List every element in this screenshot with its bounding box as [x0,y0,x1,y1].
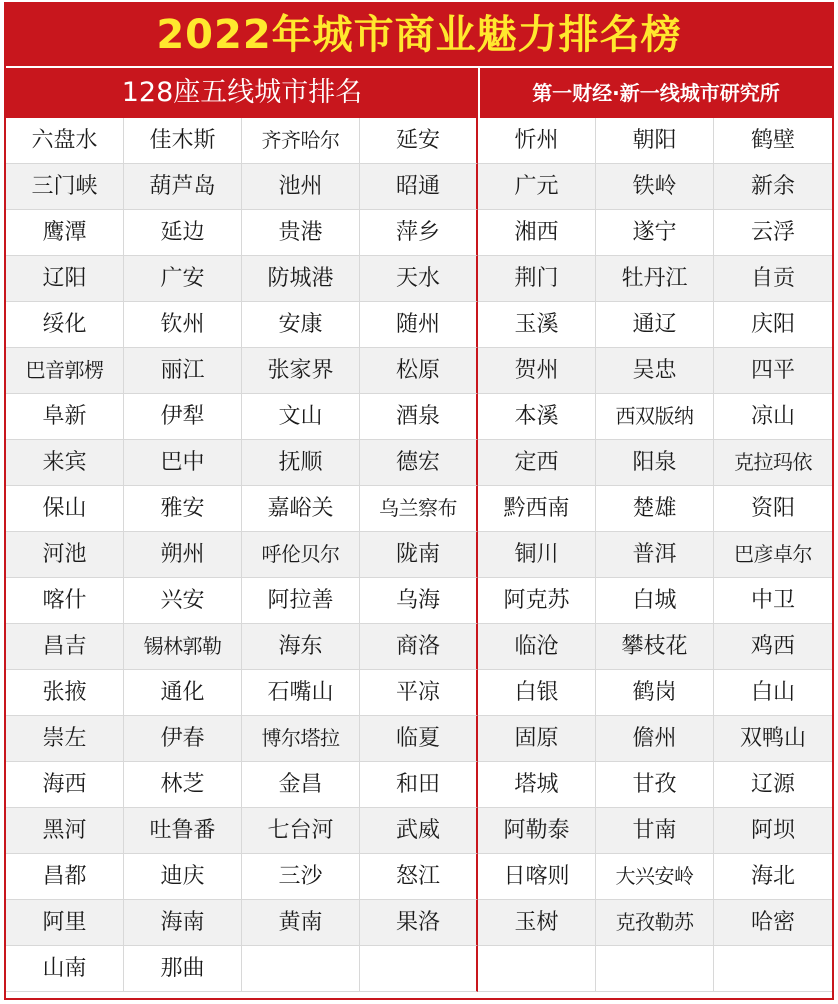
city-cell: 迪庆 [124,854,242,900]
city-cell: 忻州 [478,118,596,164]
city-cell: 嘉峪关 [242,486,360,532]
empty-cell [478,946,596,992]
city-cell: 昌吉 [6,624,124,670]
source-header: 第一财经·新一线城市研究所 [532,81,780,105]
left-header: 128座五线城市排名 [6,68,480,118]
city-cell: 绥化 [6,302,124,348]
city-cell: 巴音郭楞 [6,348,124,394]
table-row [6,946,832,992]
table-row [6,440,832,486]
city-cell: 西双版纳 [596,394,714,440]
city-cell: 巴中 [124,440,242,486]
city-cell: 萍乡 [360,210,478,256]
city-cell: 鹤壁 [714,118,832,164]
city-cell: 湘西 [478,210,596,256]
city-cell: 山南 [6,946,124,992]
city-cell: 果洛 [360,900,478,946]
city-cell: 攀枝花 [596,624,714,670]
city-cell: 阳泉 [596,440,714,486]
city-cell: 玉溪 [478,302,596,348]
empty-cell [360,946,478,992]
city-cell: 牡丹江 [596,256,714,302]
city-cell: 金昌 [242,762,360,808]
city-cell: 双鸭山 [714,716,832,762]
city-cell: 德宏 [360,440,478,486]
city-cell: 随州 [360,302,478,348]
city-cell: 海南 [124,900,242,946]
city-cell: 阿克苏 [478,578,596,624]
city-cell: 通化 [124,670,242,716]
city-cell: 遂宁 [596,210,714,256]
table-row [6,670,832,716]
city-cell: 安康 [242,302,360,348]
city-cell: 佳木斯 [124,118,242,164]
table-header [6,66,832,118]
city-cell: 大兴安岭 [596,854,714,900]
city-cell: 丽江 [124,348,242,394]
city-cell: 伊犁 [124,394,242,440]
city-cell: 葫芦岛 [124,164,242,210]
table-row [6,164,832,210]
city-cell: 黔西南 [478,486,596,532]
city-cell: 天水 [360,256,478,302]
city-cell: 兴安 [124,578,242,624]
city-cell: 临夏 [360,716,478,762]
city-cell: 阿里 [6,900,124,946]
city-cell: 黑河 [6,808,124,854]
table-row [6,210,832,256]
city-cell: 博尔塔拉 [242,716,360,762]
city-cell: 定西 [478,440,596,486]
city-cell: 哈密 [714,900,832,946]
city-cell: 陇南 [360,532,478,578]
city-cell: 昭通 [360,164,478,210]
city-cell: 新余 [714,164,832,210]
city-cell: 怒江 [360,854,478,900]
city-cell: 阿勒泰 [478,808,596,854]
table-row [6,716,832,762]
city-cell: 资阳 [714,486,832,532]
city-cell: 林芝 [124,762,242,808]
city-cell: 铁岭 [596,164,714,210]
city-cell: 凉山 [714,394,832,440]
city-cell: 楚雄 [596,486,714,532]
city-cell: 广元 [478,164,596,210]
city-cell: 阿拉善 [242,578,360,624]
table-row [6,808,832,854]
page-title: 2022年城市商业魅力排名榜 [6,4,832,66]
city-cell: 中卫 [714,578,832,624]
city-cell: 三门峡 [6,164,124,210]
city-cell: 玉树 [478,900,596,946]
city-cell: 延安 [360,118,478,164]
city-cell: 昌都 [6,854,124,900]
table-row [6,762,832,808]
city-cell: 武威 [360,808,478,854]
table-row [6,624,832,670]
city-cell: 海西 [6,762,124,808]
city-cell: 崇左 [6,716,124,762]
city-cell: 三沙 [242,854,360,900]
city-cell: 锡林郭勒 [124,624,242,670]
city-cell: 钦州 [124,302,242,348]
city-cell: 克拉玛依 [714,440,832,486]
city-cell: 云浮 [714,210,832,256]
city-cell: 阿坝 [714,808,832,854]
city-cell: 甘南 [596,808,714,854]
city-cell: 鸡西 [714,624,832,670]
table-row [6,532,832,578]
city-cell: 酒泉 [360,394,478,440]
city-cell: 普洱 [596,532,714,578]
city-cell: 乌兰察布 [360,486,478,532]
city-cell: 河池 [6,532,124,578]
city-cell: 防城港 [242,256,360,302]
city-cell: 贺州 [478,348,596,394]
empty-cell [596,946,714,992]
city-cell: 七台河 [242,808,360,854]
city-cell: 儋州 [596,716,714,762]
city-cell: 广安 [124,256,242,302]
city-cell: 阜新 [6,394,124,440]
city-cell: 鹰潭 [6,210,124,256]
city-cell: 铜川 [478,532,596,578]
city-cell: 白银 [478,670,596,716]
table-row [6,854,832,900]
city-cell: 自贡 [714,256,832,302]
city-cell: 商洛 [360,624,478,670]
city-cell: 朔州 [124,532,242,578]
empty-cell [242,946,360,992]
city-cell: 荆门 [478,256,596,302]
city-cell: 通辽 [596,302,714,348]
table-row [6,900,832,946]
table-row [6,302,832,348]
city-cell: 朝阳 [596,118,714,164]
city-cell: 日喀则 [478,854,596,900]
table-row [6,348,832,394]
city-cell: 黄南 [242,900,360,946]
city-cell: 喀什 [6,578,124,624]
city-cell: 池州 [242,164,360,210]
city-cell: 石嘴山 [242,670,360,716]
city-cell: 鹤岗 [596,670,714,716]
city-cell: 抚顺 [242,440,360,486]
city-cell: 张家界 [242,348,360,394]
city-cell: 六盘水 [6,118,124,164]
city-cell: 固原 [478,716,596,762]
ranking-table [4,2,834,1000]
city-cell: 文山 [242,394,360,440]
city-cell: 乌海 [360,578,478,624]
table-row [6,578,832,624]
city-cell: 伊春 [124,716,242,762]
city-cell: 白山 [714,670,832,716]
city-cell: 吐鲁番 [124,808,242,854]
city-cell: 张掖 [6,670,124,716]
city-cell: 巴彦卓尔 [714,532,832,578]
city-cell: 齐齐哈尔 [242,118,360,164]
city-cell: 延边 [124,210,242,256]
city-cell: 庆阳 [714,302,832,348]
table-row [6,486,832,532]
city-cell: 来宾 [6,440,124,486]
table-row [6,118,832,164]
city-cell: 白城 [596,578,714,624]
city-cell: 四平 [714,348,832,394]
city-cell: 辽源 [714,762,832,808]
empty-cell [714,946,832,992]
table-row [6,394,832,440]
city-cell: 临沧 [478,624,596,670]
city-cell: 和田 [360,762,478,808]
city-grid [6,118,832,992]
city-cell: 辽阳 [6,256,124,302]
city-cell: 克孜勒苏 [596,900,714,946]
city-cell: 雅安 [124,486,242,532]
city-cell: 本溪 [478,394,596,440]
city-cell: 平凉 [360,670,478,716]
city-cell: 呼伦贝尔 [242,532,360,578]
city-cell: 那曲 [124,946,242,992]
city-cell: 松原 [360,348,478,394]
city-cell: 保山 [6,486,124,532]
city-cell: 塔城 [478,762,596,808]
city-cell: 海东 [242,624,360,670]
city-cell: 海北 [714,854,832,900]
city-cell: 贵港 [242,210,360,256]
city-cell: 吴忠 [596,348,714,394]
table-row [6,256,832,302]
city-cell: 甘孜 [596,762,714,808]
